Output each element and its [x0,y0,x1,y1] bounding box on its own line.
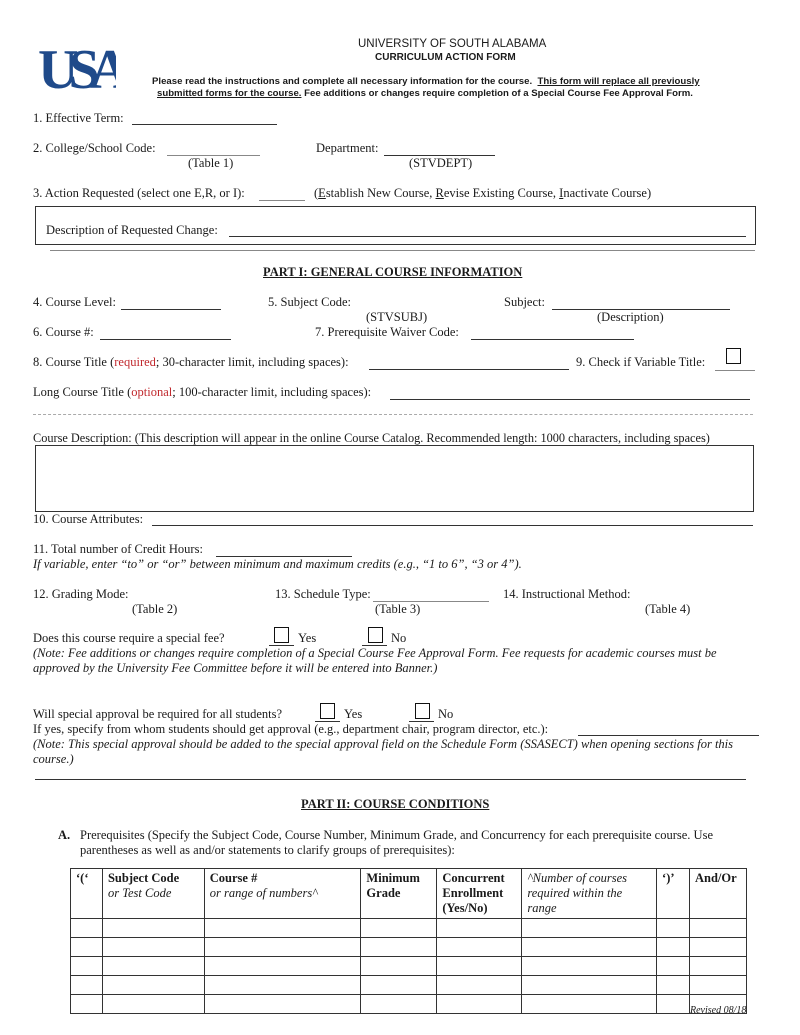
subject-code-label: 5. Subject Code: [268,295,351,309]
special-fee-no-checkbox[interactable] [368,627,383,643]
table-row [71,976,747,995]
col-concurrent: Concurrent Enrollment (Yes/No) [437,869,522,919]
special-approval-yes-checkbox[interactable] [320,703,335,719]
effective-term-label: 1. Effective Term: [33,111,124,125]
table-cell[interactable] [204,938,361,957]
course-level-input[interactable] [121,309,221,310]
prereq-marker: A. [58,828,71,842]
col-minimum-grade: Minimum Grade [361,869,437,919]
form-title: CURRICULUM ACTION FORM [375,52,516,63]
special-approval-note-2: course.) [33,752,74,766]
divider [50,250,755,251]
table-cell[interactable] [361,957,437,976]
table-cell[interactable] [361,938,437,957]
special-approval-input[interactable] [578,735,759,736]
table-header-row [71,869,747,919]
table-cell[interactable] [204,919,361,938]
description-change-input[interactable] [229,236,746,237]
prereq-waiver-input[interactable] [471,339,634,340]
long-title-input[interactable] [390,399,750,400]
col-subject-code: Subject Code or Test Code [102,869,204,919]
long-title-input-line2[interactable] [33,414,753,415]
special-fee-note-1: (Note: Fee additions or changes require completion of a Special Course Fee Approval Form. Fee requests for academic courses must be [33,646,717,660]
table-cell[interactable] [361,976,437,995]
credit-hours-note: If variable, enter “to” or “or” between minimum and maximum credits (e.g., “1 to 6”, “3 or 4”). [33,557,522,571]
table-row [71,995,747,1014]
table-cell[interactable] [657,938,690,957]
special-approval-specify: If yes, specify from whom students should get approval (e.g., department chair, program director, etc.): [33,722,549,736]
table-cell[interactable] [437,919,522,938]
table-cell[interactable] [522,976,657,995]
special-approval-note-1: (Note: This special approval should be added to the special approval field on the Schedule Form (SSASECT) when opening sections for this [33,737,734,751]
schedule-type-hint: (Table 3) [375,602,421,616]
table-cell[interactable] [102,976,204,995]
table-cell[interactable] [437,976,522,995]
subject-label: Subject: [504,295,545,309]
svg-text:USA: USA [38,39,116,96]
attributes-input[interactable] [152,525,753,526]
subject-hint: (Description) [597,310,664,324]
table-cell[interactable] [102,938,204,957]
col-open-paren: ‘(‘ [71,869,103,919]
effective-term-input[interactable] [132,124,277,125]
special-fee-yes-checkbox[interactable] [274,627,289,643]
table-cell[interactable] [437,995,522,1014]
prerequisites-table [70,868,747,1014]
special-approval-no-label: No [438,707,454,721]
description-change-label: Description of Requested Change: [46,223,218,237]
table-cell[interactable] [522,938,657,957]
department-hint: (STVDEPT) [409,156,473,170]
department-label: Department: [316,141,379,155]
col-and-or: And/Or [689,869,746,919]
course-title-label: 8. Course Title (required; 30-character limit, including spaces): [33,355,349,369]
table-cell[interactable] [204,995,361,1014]
instructional-method-hint: (Table 4) [645,602,691,616]
usa-logo [38,38,116,96]
course-num-label: 6. Course #: [33,325,94,339]
special-approval-yes-label: Yes [344,707,363,721]
table-cell[interactable] [204,957,361,976]
table-cell[interactable] [689,976,746,995]
section-divider [35,779,746,780]
grading-mode-label: 12. Grading Mode: [33,587,129,601]
variable-title-underline [715,370,755,371]
table-cell[interactable] [522,995,657,1014]
table-cell[interactable] [657,957,690,976]
course-num-input[interactable] [100,339,231,340]
special-fee-no-label: No [391,631,407,645]
table-row [71,938,747,957]
table-cell[interactable] [657,995,690,1014]
instructional-method-label: 14. Instructional Method: [503,587,631,601]
table-cell[interactable] [71,919,103,938]
instructions-line-1: Please read the instructions and complete all necessary information for the course. This form will replace all previously [152,76,700,87]
action-requested-label: 3. Action Requested (select one E,R, or I): [33,186,245,200]
prereq-waiver-label: 7. Prerequisite Waiver Code: [315,325,459,339]
special-approval-question: Will special approval be required for all students? [33,707,283,721]
schedule-type-label: 13. Schedule Type: [275,587,371,601]
table-cell[interactable] [689,938,746,957]
table-cell[interactable] [657,919,690,938]
action-requested-input[interactable] [259,200,305,201]
long-title-label: Long Course Title (optional; 100-character limit, including spaces): [33,385,372,399]
table-cell[interactable] [204,976,361,995]
table-cell[interactable] [437,957,522,976]
table-cell[interactable] [361,995,437,1014]
variable-title-checkbox[interactable] [726,348,741,364]
action-options: (Establish New Course, Revise Existing Course, Inactivate Course) [314,186,652,200]
university-name: UNIVERSITY OF SOUTH ALABAMA [358,38,547,50]
part2-title: PART II: COURSE CONDITIONS [301,797,490,811]
subject-code-hint: (STVSUBJ) [366,310,428,324]
special-fee-question: Does this course require a special fee? [33,631,225,645]
table-cell[interactable] [522,919,657,938]
table-cell[interactable] [71,976,103,995]
table-cell[interactable] [522,957,657,976]
prereq-text-1: Prerequisites (Specify the Subject Code, Course Number, Minimum Grade, and Concurrency for each prerequisite course. Use [80,828,713,842]
table-cell[interactable] [71,957,103,976]
revised-date: Revised 08/18 [690,1005,747,1016]
table-row [71,957,747,976]
table-cell[interactable] [71,995,103,1014]
course-description-textarea[interactable] [35,445,754,512]
table-cell[interactable] [689,919,746,938]
special-fee-note-2: approved by the University Fee Committee before it will be entered into Banner.) [33,661,438,675]
prereq-text-2: parentheses as well as and/or statements to clarify groups of prerequisites): [80,843,455,857]
credit-hours-label: 11. Total number of Credit Hours: [33,542,203,556]
college-code-label: 2. College/School Code: [33,141,156,155]
table-cell[interactable] [361,919,437,938]
instructions-line-2: submitted forms for the course. Fee additions or changes require completion of a Special Course Fee Approval Form. [157,88,693,99]
table-cell[interactable] [102,919,204,938]
special-approval-no-checkbox[interactable] [415,703,430,719]
special-fee-yes-label: Yes [298,631,317,645]
table-cell[interactable] [71,938,103,957]
college-code-hint: (Table 1) [188,156,234,170]
variable-title-label: 9. Check if Variable Title: [576,355,706,369]
col-number-courses: ^Number of courses required within the range [522,869,657,919]
grading-mode-hint: (Table 2) [132,602,178,616]
table-cell[interactable] [657,976,690,995]
col-course-num: Course # or range of numbers^ [204,869,361,919]
table-cell[interactable] [102,995,204,1014]
attributes-label: 10. Course Attributes: [33,512,144,526]
col-close-paren: ‘)’ [657,869,690,919]
table-cell[interactable] [689,957,746,976]
table-row [71,919,747,938]
course-title-input[interactable] [369,369,569,370]
part1-title: PART I: GENERAL COURSE INFORMATION [263,265,523,279]
table-cell[interactable] [437,938,522,957]
course-description-label: Course Description: (This description will appear in the online Course Catalog. Recommended length: 1000 characters, including spaces) [33,431,710,445]
table-cell[interactable] [102,957,204,976]
course-level-label: 4. Course Level: [33,295,116,309]
